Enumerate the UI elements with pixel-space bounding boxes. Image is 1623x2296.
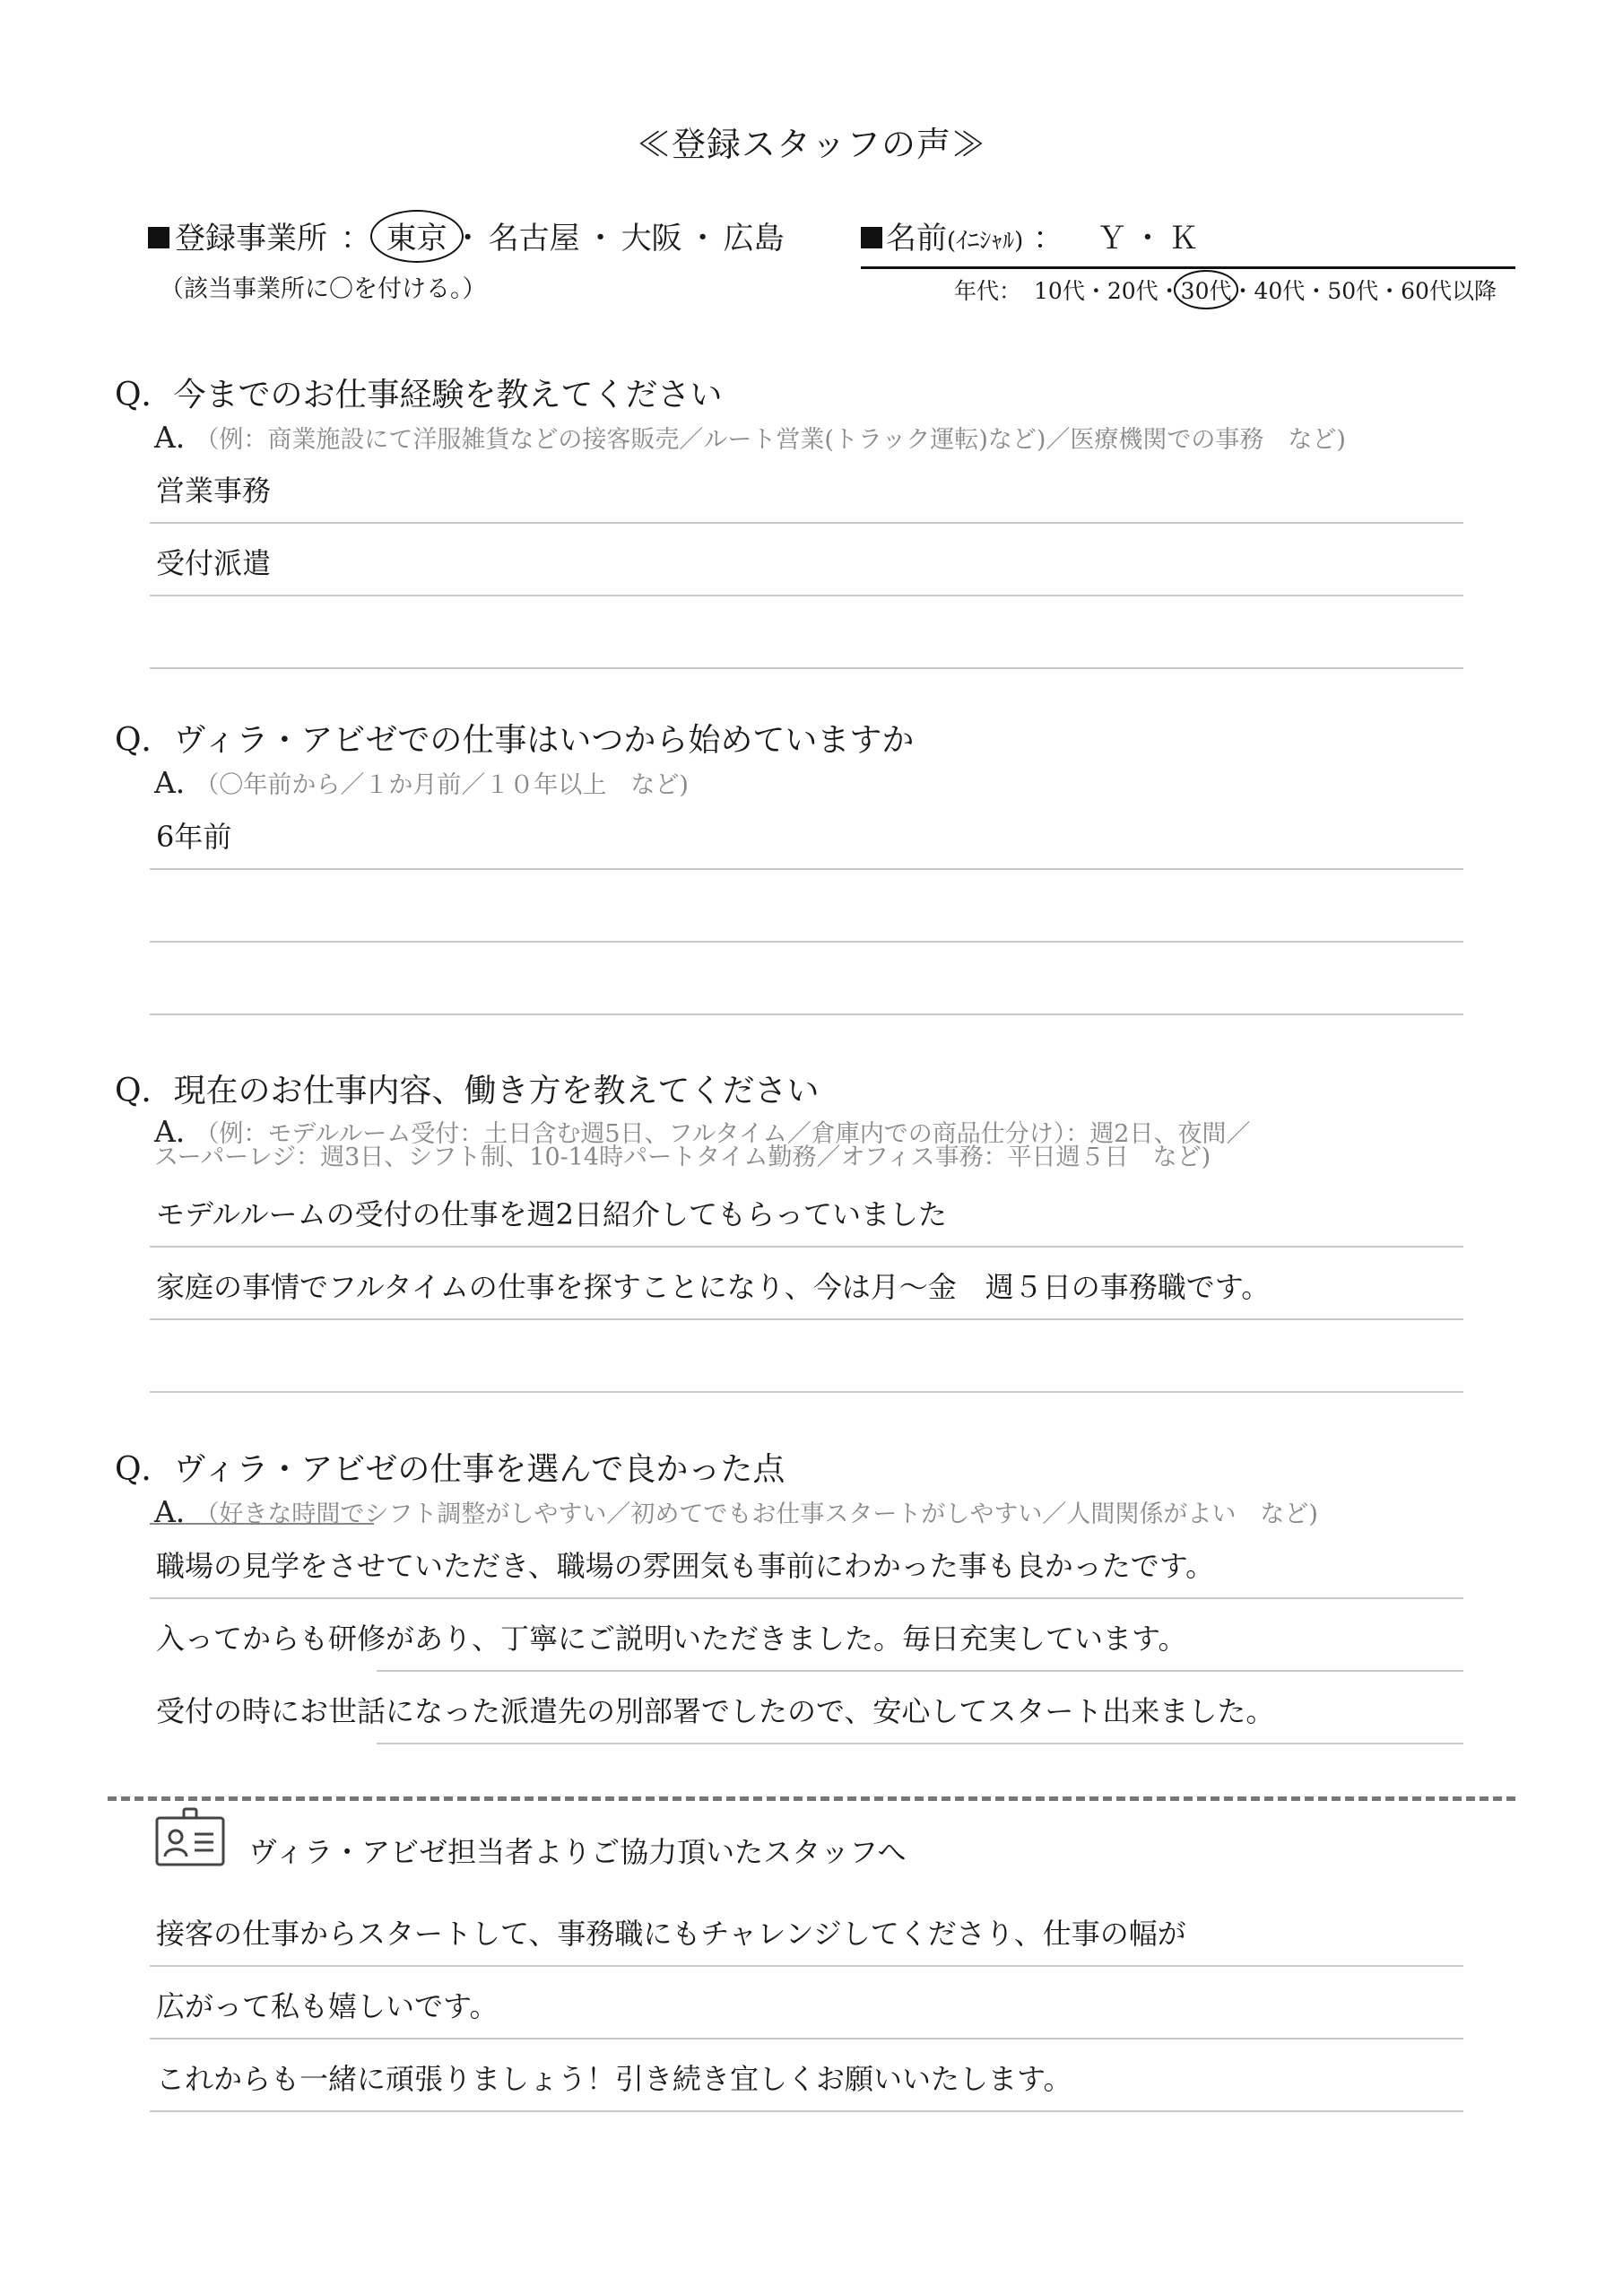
age-label: 年代： <box>954 278 1022 304</box>
name-colon: ： <box>1033 221 1064 257</box>
separator: ・ <box>585 221 616 257</box>
question-1: Q．今までのお仕事経験を教えてください <box>115 377 723 413</box>
age-option-40s: 40代 <box>1254 278 1306 304</box>
office-label: 登録事業所 <box>175 221 327 257</box>
staff-message-line: これからも一緒に頑張りましょう！引き続き宜しくお願いいたします。 <box>156 2062 1072 2096</box>
message-rule <box>150 2110 1463 2112</box>
answer-rule <box>150 1246 1463 1248</box>
answer-line: 受付の時にお世話になった派遣先の別部署でしたので、安心してスタート出来ました。 <box>156 1694 1275 1728</box>
age-row <box>954 274 1497 306</box>
answer-example-1: A．（例：商業施設にて洋服雑貨などの接客販売／ルート営業(トラック運転)など)／医療機関での事務 など) <box>154 420 1346 455</box>
page-title: ≪登録スタッフの声≫ <box>636 125 986 164</box>
answer-rule <box>150 522 1463 524</box>
square-bullet-icon <box>861 227 882 248</box>
section-divider <box>108 1796 1515 1801</box>
separator: ・ <box>1231 278 1254 304</box>
office-colon: ： <box>340 221 371 257</box>
answer-line: 受付派遣 <box>156 546 272 580</box>
age-option-60s-plus: 60代以降 <box>1401 278 1497 304</box>
answer-rule <box>150 1013 1463 1015</box>
office-option-tokyo: 東京 <box>386 213 447 257</box>
name-label: 名前 <box>886 221 947 257</box>
separator: ・ <box>1084 278 1107 304</box>
answer-rule <box>150 868 1463 870</box>
question-3: Q．現在のお仕事内容、働き方を教えてください <box>115 1073 820 1109</box>
message-rule <box>150 1965 1463 1967</box>
answer-prefix-underline <box>150 1523 374 1525</box>
answer-rule <box>150 667 1463 669</box>
office-option-hiroshima: 広島 <box>723 221 785 257</box>
name-row <box>861 213 1204 257</box>
office-option-osaka: 大阪 <box>621 221 682 257</box>
answer-line: 職場の見学をさせていただき、職場の雰囲気も事前にわかった事も良かったです。 <box>156 1549 1215 1583</box>
message-rule <box>150 2038 1463 2039</box>
answer-line: 営業事務 <box>156 474 272 508</box>
question-2: Q．ヴィラ・アビゼでの仕事はいつから始めていますか <box>115 722 915 759</box>
answer-line: 6年前 <box>156 820 232 854</box>
separator: ・ <box>452 221 483 257</box>
age-option-30s: 30代 <box>1181 274 1232 306</box>
staff-message-title: ヴィラ・アビゼ担当者よりご協力頂いたスタッフへ <box>248 1835 907 1869</box>
answer-rule <box>377 1670 1463 1672</box>
separator: ・ <box>1378 278 1402 304</box>
age-option-50s: 50代 <box>1327 278 1379 304</box>
office-row <box>148 213 785 257</box>
answer-rule <box>150 1597 1463 1599</box>
answer-example-3: A．（例：モデルルーム受付：土日含む週5日、フルタイム／倉庫内での商品仕分け）：週2日、夜間／ <box>154 1114 1251 1149</box>
staff-message-line: 広がって私も嬉しいです。 <box>156 1989 499 2023</box>
separator: ・ <box>1158 278 1181 304</box>
answer-rule <box>377 1743 1463 1744</box>
answer-rule <box>150 941 1463 943</box>
answer-example-4: A．（好きな時間でシフト調整がしやすい／初めてでもお仕事スタートがしやすい／人間関係がよい など) <box>154 1494 1318 1529</box>
answer-rule <box>150 1391 1463 1393</box>
id-badge-icon <box>154 1807 226 1868</box>
age-option-20s: 20代 <box>1107 278 1159 304</box>
name-sub-label: (ｲﾆｼｬﾙ) <box>947 228 1024 255</box>
answer-rule <box>150 595 1463 596</box>
answer-line: 家庭の事情でフルタイムの仕事を探すことになり、今は月～金 週５日の事務職です。 <box>156 1270 1271 1304</box>
square-bullet-icon <box>148 227 169 248</box>
separator: ・ <box>687 221 718 257</box>
answer-example-3-cont: スーパーレジ：週3日、シフト制、10-14時パートタイム勤務／オフィス事務：平日週５日 など) <box>154 1144 1211 1171</box>
question-4: Q．ヴィラ・アビゼの仕事を選んで良かった点 <box>115 1451 785 1488</box>
answer-rule <box>150 1318 1463 1320</box>
staff-message-line: 接客の仕事からスタートして、事務職にもチャレンジしてくださり、仕事の幅が <box>156 1917 1186 1951</box>
office-note: （該当事業所に〇を付ける。） <box>160 275 487 303</box>
name-value: Ｙ・Ｋ <box>1096 221 1204 257</box>
age-option-10s: 10代 <box>1034 278 1085 304</box>
answer-line: 入ってからも研修があり、丁寧にご説明いただきました。毎日充実しています。 <box>156 1622 1187 1656</box>
answer-example-2: A．（〇年前から／１か月前／１０年以上 など) <box>154 765 689 800</box>
name-underline <box>861 266 1515 269</box>
office-option-nagoya: 名古屋 <box>488 221 580 257</box>
answer-line: モデルルームの受付の仕事を週2日紹介してもらっていました <box>156 1197 947 1231</box>
separator: ・ <box>1305 278 1328 304</box>
